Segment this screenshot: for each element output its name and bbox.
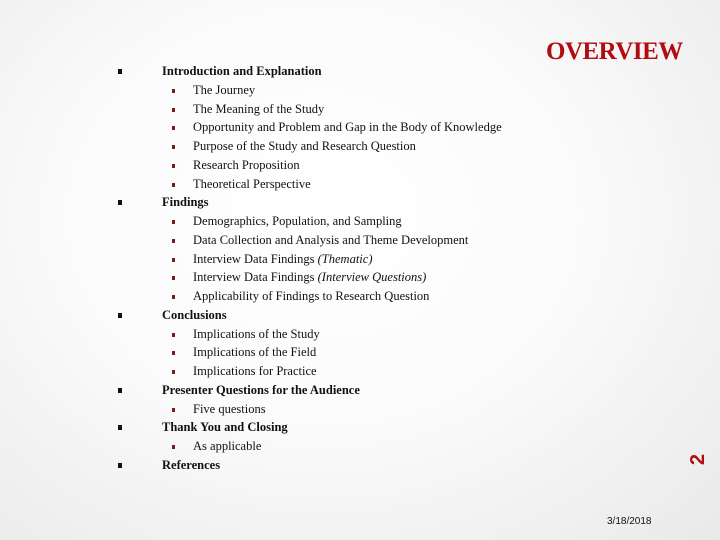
item-label: Conclusions: [162, 307, 227, 322]
bullet-icon: [172, 145, 175, 149]
item-label: Introduction and Explanation: [162, 64, 322, 78]
subsection-item: [0, 343, 600, 362]
item-text: [193, 437, 261, 456]
section-item: [0, 193, 600, 212]
bullet-icon: [172, 258, 175, 262]
item-text: [193, 400, 266, 419]
item-label: References: [162, 457, 221, 472]
subsection-item: [0, 156, 600, 175]
bullet-icon: [118, 463, 122, 468]
subsection-item: [0, 268, 600, 287]
subsection-item: [0, 400, 600, 419]
item-label: Implications of the Study: [193, 326, 320, 341]
subsection-item: [0, 100, 600, 119]
item-label-italic: (Thematic): [317, 251, 373, 266]
bullet-icon: [172, 239, 175, 243]
item-text: [193, 81, 255, 100]
item-text: [193, 137, 416, 156]
bullet-icon: [172, 164, 175, 168]
item-text: [162, 418, 288, 437]
section-item: [0, 306, 600, 325]
overview-list: [0, 62, 600, 475]
bullet-icon: [118, 425, 122, 430]
item-label: Purpose of the Study and Research Question: [193, 139, 416, 153]
item-text: [193, 325, 320, 344]
subsection-item: [0, 137, 600, 156]
item-text: [193, 362, 317, 381]
item-text: [193, 118, 502, 137]
item-label-italic: (Interview Questions): [317, 270, 427, 285]
item-label: Theoretical Perspective: [193, 176, 311, 191]
item-label: The Meaning of the Study: [193, 101, 325, 116]
bullet-icon: [118, 388, 122, 393]
slide-date: 3/18/2018: [607, 516, 652, 527]
item-label: The Journey: [193, 82, 256, 97]
item-text: [193, 268, 426, 287]
item-label: Interview Data Findings: [193, 251, 318, 266]
subsection-item: [0, 250, 600, 269]
item-text: [193, 343, 316, 362]
item-text: [193, 250, 373, 269]
item-label: Research Proposition: [193, 157, 300, 172]
subsection-item: [0, 362, 600, 381]
item-label: As applicable: [193, 439, 262, 453]
item-text: [193, 156, 300, 175]
subsection-item: [0, 437, 600, 456]
item-text: [162, 62, 322, 81]
bullet-icon: [172, 126, 175, 130]
subsection-item: [0, 118, 600, 137]
bullet-icon: [172, 445, 175, 449]
bullet-icon: [172, 89, 175, 93]
subsection-item: [0, 81, 600, 100]
subsection-item: [0, 175, 600, 194]
bullet-icon: [172, 408, 175, 412]
bullet-icon: [118, 69, 122, 74]
item-label: Implications of the Field: [193, 345, 317, 360]
item-label: Findings: [162, 195, 209, 210]
item-text: [162, 306, 227, 325]
bullet-icon: [172, 370, 175, 374]
bullet-icon: [118, 313, 122, 318]
item-text: [193, 175, 311, 194]
item-text: [193, 212, 402, 231]
bullet-icon: [118, 200, 122, 205]
subsection-item: [0, 212, 600, 231]
item-text: [193, 231, 468, 250]
bullet-icon: [172, 276, 175, 280]
item-label: Interview Data Findings: [193, 270, 318, 285]
bullet-icon: [172, 183, 175, 187]
bullet-icon: [172, 351, 175, 355]
item-label: Thank You and Closing: [162, 420, 288, 435]
item-text: [162, 193, 209, 212]
subsection-item: [0, 231, 600, 250]
bullet-icon: [172, 108, 175, 112]
item-label: Five questions: [193, 401, 266, 416]
bullet-icon: [172, 220, 175, 224]
section-item: [0, 418, 600, 437]
item-text: [193, 100, 324, 119]
section-item: [0, 381, 600, 400]
bullet-icon: [172, 295, 175, 299]
item-text: [193, 287, 429, 306]
bullet-icon: [172, 333, 175, 337]
section-item: [0, 62, 600, 81]
item-text: [162, 456, 220, 475]
page-number: 2: [687, 453, 710, 466]
item-label: Demographics, Population, and Sampling: [193, 214, 402, 228]
item-label: Implications for Practice: [193, 364, 317, 378]
slide-title: OVERVIEW: [546, 38, 683, 65]
item-label: Presenter Questions for the Audience: [162, 382, 360, 397]
item-label: Opportunity and Problem and Gap in the Body of Knowledge: [193, 120, 502, 135]
subsection-item: [0, 325, 600, 344]
subsection-item: [0, 287, 600, 306]
item-text: [162, 381, 360, 400]
item-label: Data Collection and Analysis and Theme Development: [193, 232, 469, 247]
item-label: Applicability of Findings to Research Question: [193, 289, 430, 303]
section-item: [0, 456, 600, 475]
